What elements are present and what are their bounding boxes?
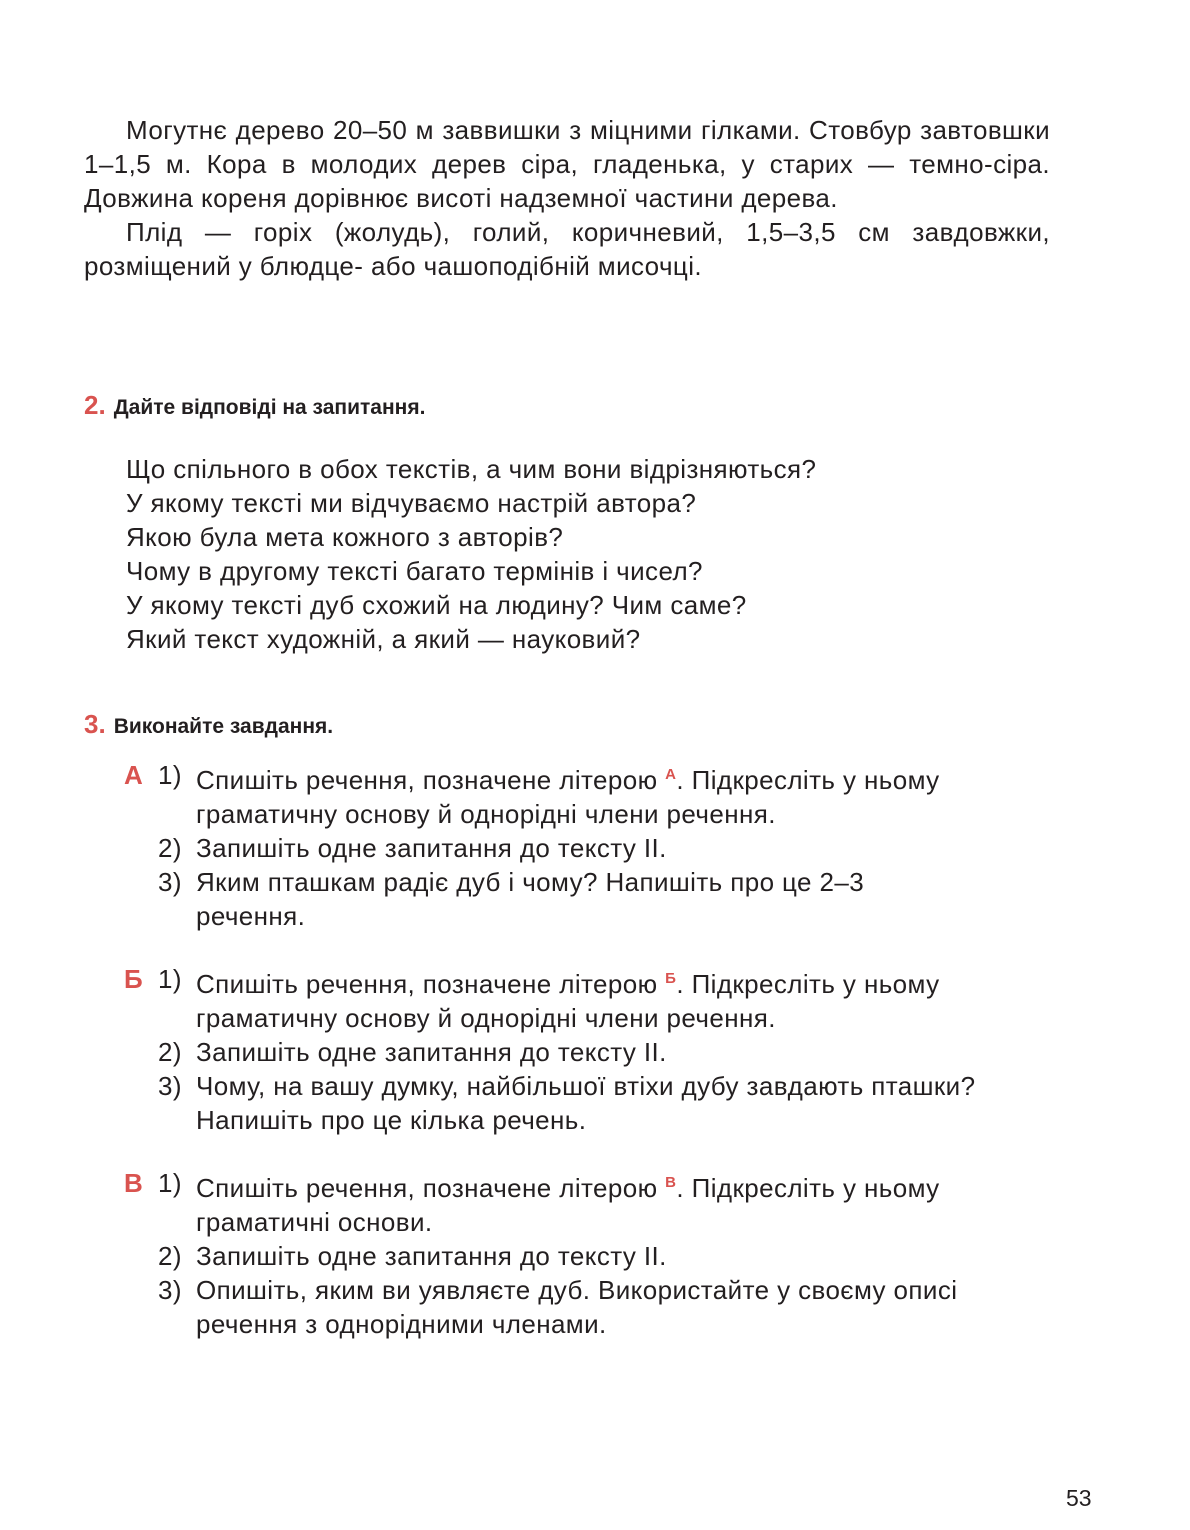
task-index: 1) [158, 964, 182, 994]
task-index: 3) [158, 867, 182, 897]
task-a-3 [124, 865, 916, 933]
task-b-1 [124, 962, 1054, 1035]
task-index: 1) [158, 1168, 182, 1198]
task-index: 2) [158, 1241, 182, 1271]
task-index: 3) [158, 1275, 182, 1305]
sentence-mark: Б [665, 970, 677, 987]
intro-paragraph-1: Могутнє дерево 20–50 м заввишки з міцними гілками. Стовбур завтовшки 1–1,5 м. Кора в молодих дерев сіра, гладенька, у старих — темно-сіра. Довжина кореня дорівнює висоті надземної частини дерева. [84, 115, 1050, 213]
task-text: Яким пташкам радіє дуб і чому? Напишіть про це 2–3 речення. [196, 867, 865, 931]
exercise-3-number: 3. [84, 709, 106, 739]
task-a-2 [124, 831, 1054, 865]
task-b-3 [124, 1069, 986, 1137]
exercise-2-title: Дайте відповіді на запитання. [113, 396, 426, 419]
task-text: . Підкресліть у ньому граматичну основу й однорідні члени речення. [196, 969, 940, 1033]
task-index: 2) [158, 1037, 182, 1067]
exercise-2-questions [126, 452, 1046, 656]
task-text: Опишіть, яким ви уявляєте дуб. Використайте у своєму описі речення з однорідними членами. [196, 1275, 958, 1339]
intro-paragraph-2: Плід — горіх (жолудь), голий, коричневий, 1,5–3,5 см завдовжки, розміщений у блюдце- або чашоподібній мисочці. [84, 217, 1050, 281]
task-v-2 [124, 1239, 1054, 1273]
exercise-2-heading [84, 391, 425, 422]
question-4: Чому в другому тексті багато термінів і чисел? [126, 556, 703, 586]
question-6: Який текст художній, а який — науковий? [126, 624, 641, 654]
task-b-2 [124, 1035, 1054, 1069]
task-v-3 [124, 1273, 1056, 1341]
task-group-b [124, 962, 1054, 1137]
exercise-3-heading [84, 710, 333, 741]
task-text: Запишіть одне запитання до тексту ІІ. [196, 1037, 667, 1067]
level-letter-a: А [124, 760, 144, 790]
task-group-v [124, 1166, 1054, 1341]
task-text: Спишіть речення, позначене літерою [196, 765, 666, 795]
task-text: Чому, на вашу думку, найбільшої втіхи дубу завдають пташки? Напишіть про це кілька речень. [196, 1071, 976, 1135]
level-letter-b: Б [124, 964, 144, 994]
task-text: . Підкресліть у ньому граматичні основи. [196, 1173, 940, 1237]
level-letter-v: В [124, 1168, 144, 1198]
task-text: Запишіть одне запитання до тексту ІІ. [196, 1241, 667, 1271]
exercise-2-number: 2. [84, 390, 106, 420]
task-text: Запишіть одне запитання до тексту ІІ. [196, 833, 667, 863]
question-5: У якому тексті дуб схожий на людину? Чим саме? [126, 590, 747, 620]
task-index: 3) [158, 1071, 182, 1101]
sentence-mark: В [665, 1174, 677, 1191]
sentence-mark: А [665, 766, 677, 783]
question-1: Що спільного в обох текстів, а чим вони відрізняються? [126, 454, 817, 484]
task-text: Спишіть речення, позначене літерою [196, 1173, 666, 1203]
task-index: 1) [158, 760, 182, 790]
task-group-a [124, 758, 1054, 933]
task-index: 2) [158, 833, 182, 863]
page-number: 53 [1066, 1485, 1092, 1511]
task-a-1 [124, 758, 1054, 831]
question-2: У якому тексті ми відчуваємо настрій автора? [126, 488, 697, 518]
intro-text [84, 113, 1050, 283]
task-v-1 [124, 1166, 1054, 1239]
task-text: . Підкресліть у ньому граматичну основу й однорідні члени речення. [196, 765, 940, 829]
task-text: Спишіть речення, позначене літерою [196, 969, 666, 999]
question-3: Якою була мета кожного з авторів? [126, 522, 564, 552]
exercise-3-title: Виконайте завдання. [113, 715, 334, 738]
